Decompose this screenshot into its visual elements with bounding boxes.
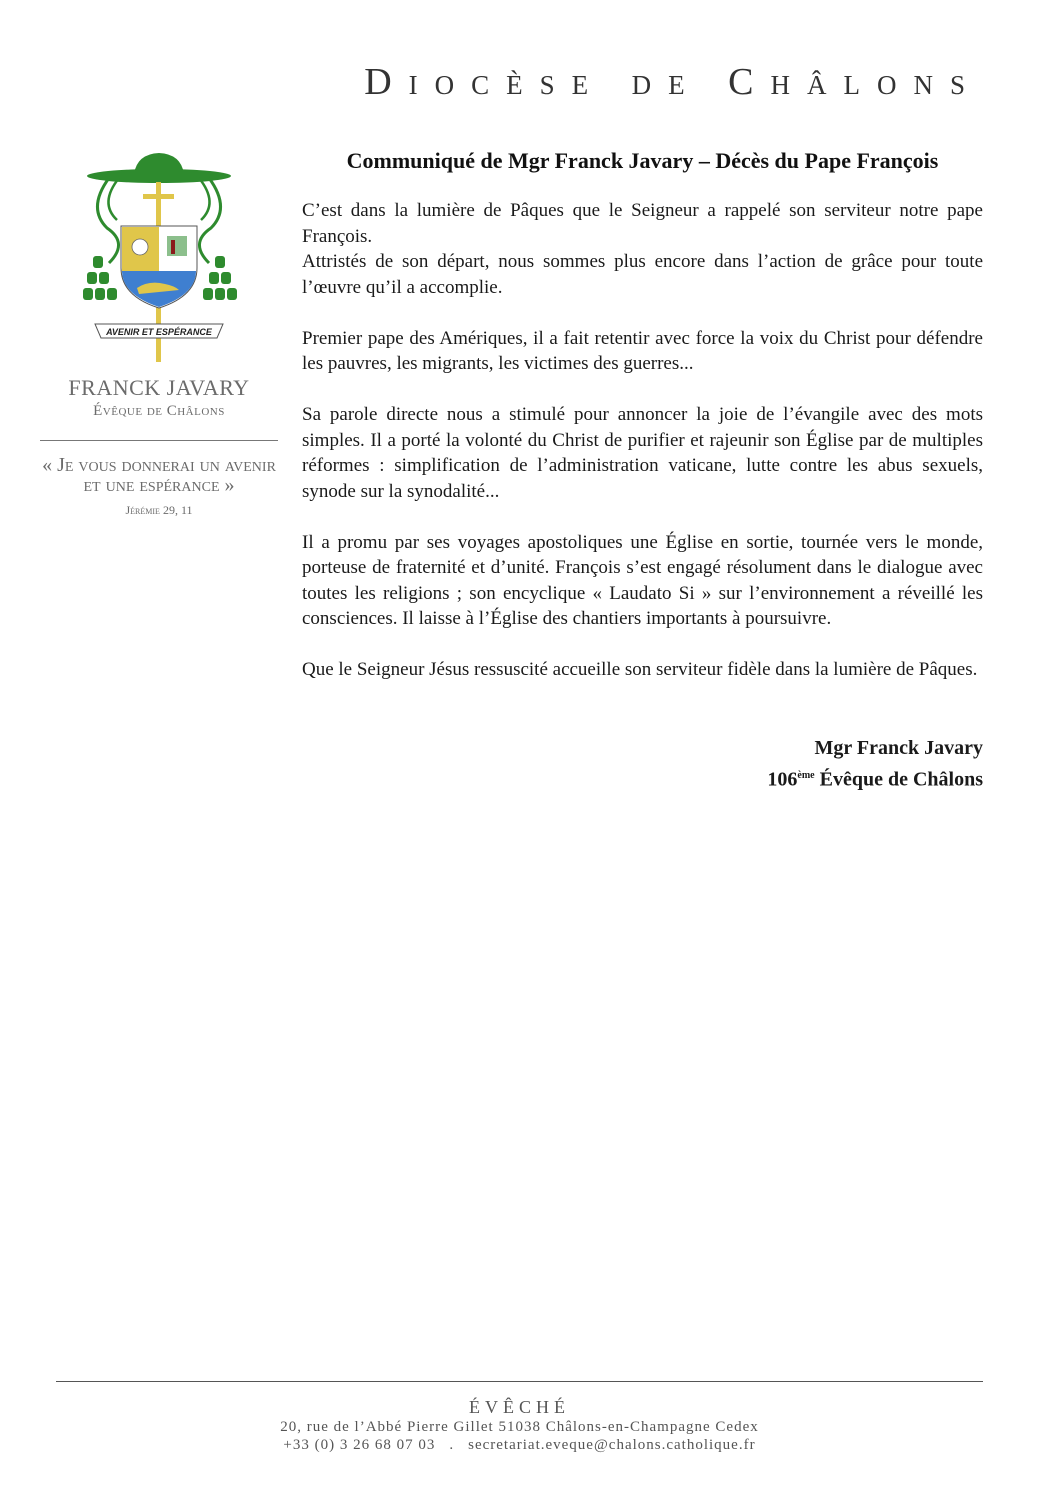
paragraph-line: Attristés de son départ, nous sommes plus encore dans l’action de grâce pour toute l’œuvre qu’il a accomplie. [302,251,983,298]
bishop-name: FRANCK JAVARY [68,375,250,400]
signature-block [302,735,983,794]
paragraph-3 [302,402,983,504]
footer-divider [56,1381,983,1382]
communique-body [302,148,983,793]
bishop-title: Évêque de Châlons [93,403,225,419]
footer-phone: +33 (0) 3 26 68 07 03 [283,1437,436,1453]
communique-title: Communiqué de Mgr Franck Javary – Décès du Pape François [346,148,939,173]
diocese-header: Diocèse de Châlons [364,61,982,103]
footer-separator: . [449,1437,455,1453]
footer [56,1396,983,1454]
paragraph-line: C’est dans la lumière de Pâques que le Seigneur a rappelé son serviteur notre pape François. [302,200,983,247]
paragraph-line: Il a promu par ses voyages apostoliques une Église en sortie, tournée vers le monde, porteuse de fraternité et d’unité. François s’est engagé résolument dans le dialogue avec toutes les religions ; son encyclique « Laudato Si » sur l’environnement a réveillé les consciences. Il laisse à l’Église des chantiers importants à poursuivre. [302,531,983,629]
sidebar [40,148,278,518]
signature-title [302,762,983,794]
footer-title: ÉVÊCHÉ [469,1397,570,1417]
paragraph-2 [302,326,983,377]
episcopal-motto: « Je vous donnerai un avenir et une espérance » [42,454,276,496]
paragraph-line: Sa parole directe nous a stimulé pour annoncer la joie de l’évangile avec des mots simples. Il a porté la volonté du Christ de purifier et rajeunir son Église par de multiples réformes : simplification de l’administration vaticane, lutte contre les abus sexuels, synode sur la synodalité... [302,404,983,502]
signature-name: Mgr Franck Javary [814,736,983,759]
footer-email: secretariat.eveque@chalons.catholique.fr [468,1437,756,1453]
signature-ordinal-suffix: ème [797,769,815,781]
signature-ordinal: 106 [767,768,798,791]
motto-reference: Jérémie 29, 11 [125,503,193,517]
motto-banner-text: AVENIR ET ESPÉRANCE [106,327,212,337]
footer-address: 20, rue de l’Abbé Pierre Gillet 51038 Châlons-en-Champagne Cedex [280,1419,759,1435]
paragraph-line: Que le Seigneur Jésus ressuscité accueille son serviteur fidèle dans la lumière de Pâques. [302,659,978,680]
sidebar-divider [40,440,278,441]
paragraph-line: Premier pape des Amériques, il a fait retentir avec force la voix du Christ pour défendre les pauvres, les migrants, les victimes des guerres... [302,327,983,374]
signature-role: Évêque de Châlons [814,768,983,791]
paragraph-5 [302,657,983,683]
footer-contact [56,1436,983,1454]
paragraph-4 [302,530,983,632]
paragraph-1 [302,198,983,300]
coat-of-arms-icon [79,148,239,363]
